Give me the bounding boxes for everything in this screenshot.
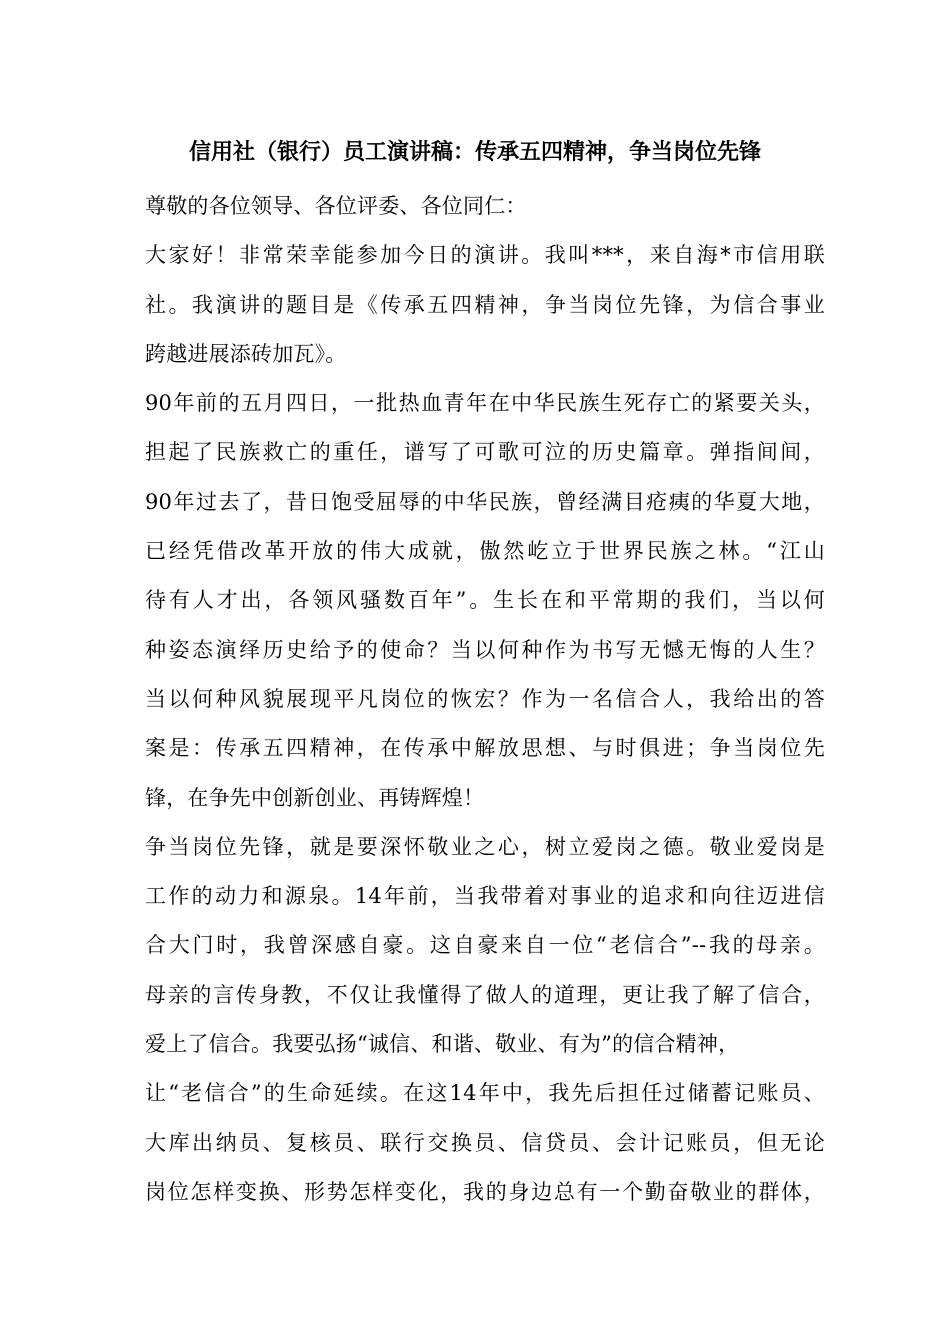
- body-line: 案是：传承五四精神，在传承中解放思想、与时俱进；争当岗位先: [145, 736, 825, 761]
- body-line: 大家好！非常荣幸能参加今日的演讲。我叫***，来自海*市信用联: [145, 243, 825, 268]
- body-line: 跨越进展添砖加瓦》。: [145, 341, 347, 366]
- body-line: 当以何种风貌展现平凡岗位的恢宏？作为一名信合人，我给出的答: [145, 686, 825, 711]
- body-line: 争当岗位先锋，就是要深怀敬业之心，树立爱岗之德。敬业爱岗是: [145, 834, 825, 859]
- body-line: 母亲的言传身教，不仅让我懂得了做人的道理，更让我了解了信合，: [145, 982, 825, 1007]
- body-line: 担起了民族救亡的重任，谱写了可歌可泣的历史篇章。弹指间间，: [145, 440, 825, 465]
- body-line: 90年前的五月四日，一批热血青年在中华民族生死存亡的紧要关头，: [145, 391, 825, 416]
- document-title: 信用社（银行）员工演讲稿：传承五四精神，争当岗位先锋: [188, 139, 761, 165]
- body-line: 让“老信合”的生命延续。在这14年中，我先后担任过储蓄记账员、: [145, 1081, 825, 1106]
- body-line: 已经凭借改革开放的伟大成就，傲然屹立于世界民族之林。“江山: [145, 539, 825, 564]
- body-line: 爱上了信合。我要弘扬“诚信、和谐、敬业、有为”的信合精神，: [145, 1032, 740, 1057]
- body-line: 合大门时，我曾深感自豪。这自豪来自一位“老信合”--我的母亲。: [145, 933, 825, 958]
- document-body: [145, 182, 825, 1217]
- body-line: 工作的动力和源泉。14年前，当我带着对事业的追求和向往迈进信: [145, 884, 825, 909]
- body-line: 大库出纳员、复核员、联行交换员、信贷员、会计记账员，但无论: [145, 1130, 825, 1155]
- body-line: 岗位怎样变换、形势怎样变化，我的身边总有一个勤奋敬业的群体，: [145, 1179, 825, 1204]
- body-line: 90年过去了，昔日饱受屈辱的中华民族，曾经满目疮痍的华夏大地，: [145, 489, 825, 514]
- body-line: 种姿态演绎历史给予的使命？当以何种作为书写无憾无悔的人生？: [145, 637, 825, 662]
- body-line: 待有人才出，各领风骚数百年”。生长在和平常期的我们，当以何: [145, 588, 825, 613]
- body-line: 锋，在争先中创新创业、再铸辉煌！: [145, 785, 485, 810]
- body-line: 尊敬的各位领导、各位评委、各位同仁：: [145, 194, 527, 218]
- body-line: 社。我演讲的题目是《传承五四精神，争当岗位先锋，为信合事业: [145, 292, 825, 317]
